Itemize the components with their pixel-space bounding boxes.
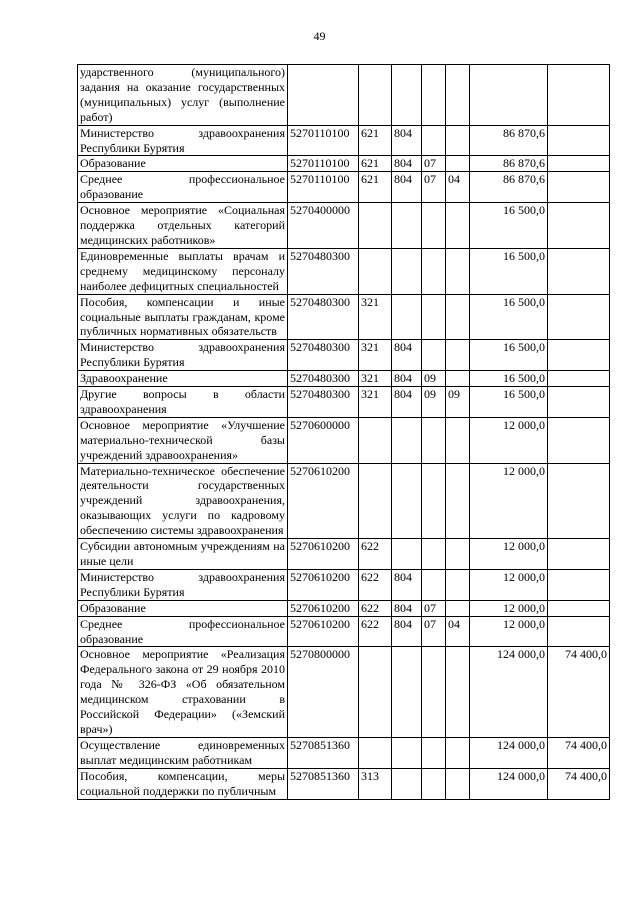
expense-type-cell <box>359 737 392 768</box>
department-cell <box>392 203 422 249</box>
table-row <box>78 65 610 126</box>
subsection-cell <box>446 294 470 340</box>
item-name-cell: Среднее профессиональное образование <box>78 616 288 647</box>
federal-amount-cell <box>548 248 610 294</box>
budget-table <box>77 64 610 800</box>
page-number: 49 <box>313 29 326 43</box>
amount-cell: 16 500,0 <box>470 248 548 294</box>
federal-amount-cell <box>548 203 610 249</box>
section-cell <box>422 125 446 156</box>
section-cell: 09 <box>422 371 446 387</box>
subsection-cell <box>446 340 470 371</box>
section-cell <box>422 248 446 294</box>
table-row <box>78 156 610 172</box>
table-row <box>78 172 610 203</box>
item-name-cell: Образование <box>78 156 288 172</box>
subsection-cell <box>446 569 470 600</box>
subsection-cell <box>446 125 470 156</box>
subsection-cell <box>446 600 470 616</box>
table-row <box>78 616 610 647</box>
target-code-cell: 5270110100 <box>288 172 359 203</box>
section-cell <box>422 203 446 249</box>
subsection-cell <box>446 768 470 799</box>
item-name-cell: Министерство здравоохранения Республики Бурятия <box>78 125 288 156</box>
table-row <box>78 294 610 340</box>
subsection-cell <box>446 156 470 172</box>
section-cell: 09 <box>422 387 446 418</box>
federal-amount-cell <box>548 294 610 340</box>
federal-amount-cell: 74 400,0 <box>548 737 610 768</box>
department-cell: 804 <box>392 340 422 371</box>
department-cell: 804 <box>392 600 422 616</box>
federal-amount-cell <box>548 417 610 463</box>
expense-type-cell: 622 <box>359 569 392 600</box>
expense-type-cell: 622 <box>359 600 392 616</box>
amount-cell: 12 000,0 <box>470 463 548 539</box>
item-name-cell: Субсидии автономным учреждениям на иные цели <box>78 539 288 570</box>
section-cell <box>422 340 446 371</box>
target-code-cell: 5270480300 <box>288 294 359 340</box>
department-cell <box>392 539 422 570</box>
item-name-cell: Осуществление единовременных выплат медицинским работникам <box>78 737 288 768</box>
subsection-cell <box>446 539 470 570</box>
target-code-cell: 5270480300 <box>288 340 359 371</box>
target-code-cell <box>288 65 359 126</box>
department-cell: 804 <box>392 371 422 387</box>
expense-type-cell <box>359 417 392 463</box>
table-row <box>78 125 610 156</box>
item-name-cell: Образование <box>78 600 288 616</box>
amount-cell: 16 500,0 <box>470 340 548 371</box>
section-cell <box>422 294 446 340</box>
federal-amount-cell <box>548 65 610 126</box>
table-row <box>78 768 610 799</box>
department-cell <box>392 65 422 126</box>
item-name-cell: Основное мероприятие «Улучшение материально-технической базы учреждений здравоохранения» <box>78 417 288 463</box>
expense-type-cell: 621 <box>359 156 392 172</box>
target-code-cell: 5270610200 <box>288 463 359 539</box>
table-row <box>78 248 610 294</box>
department-cell: 804 <box>392 569 422 600</box>
table-body <box>78 65 610 800</box>
subsection-cell <box>446 463 470 539</box>
table-row <box>78 600 610 616</box>
target-code-cell: 5270610200 <box>288 539 359 570</box>
amount-cell: 12 000,0 <box>470 569 548 600</box>
department-cell <box>392 737 422 768</box>
expense-type-cell: 313 <box>359 768 392 799</box>
section-cell <box>422 417 446 463</box>
amount-cell: 124 000,0 <box>470 737 548 768</box>
item-name-cell: Министерство здравоохранения Республики Бурятия <box>78 569 288 600</box>
department-cell <box>392 294 422 340</box>
amount-cell: 12 000,0 <box>470 417 548 463</box>
section-cell: 07 <box>422 600 446 616</box>
department-cell: 804 <box>392 387 422 418</box>
subsection-cell <box>446 248 470 294</box>
expense-type-cell: 621 <box>359 125 392 156</box>
item-name-cell: Материально-техническое обеспечение деятельности государственных учреждений здравоохранения, оказывающих услуги по кадровому обеспечению системы здравоохранения <box>78 463 288 539</box>
expense-type-cell: 622 <box>359 539 392 570</box>
subsection-cell: 09 <box>446 387 470 418</box>
section-cell <box>422 463 446 539</box>
section-cell: 07 <box>422 172 446 203</box>
federal-amount-cell <box>548 156 610 172</box>
expense-type-cell <box>359 647 392 737</box>
amount-cell: 16 500,0 <box>470 371 548 387</box>
subsection-cell: 04 <box>446 616 470 647</box>
table-row <box>78 340 610 371</box>
subsection-cell <box>446 203 470 249</box>
table-row <box>78 203 610 249</box>
item-name-cell: Среднее профессиональное образование <box>78 172 288 203</box>
department-cell: 804 <box>392 172 422 203</box>
department-cell <box>392 647 422 737</box>
item-name-cell: Основное мероприятие «Реализация Федерального закона от 29 ноября 2010 года № 326-ФЗ «Об обязательном медицинском страховании в Российской Федерации» («Земский врач») <box>78 647 288 737</box>
item-name-cell: Пособия, компенсации и иные социальные выплаты гражданам, кроме публичных нормативных обязательств <box>78 294 288 340</box>
subsection-cell <box>446 417 470 463</box>
item-name-cell: Здравоохранение <box>78 371 288 387</box>
expense-type-cell <box>359 248 392 294</box>
federal-amount-cell <box>548 371 610 387</box>
section-cell <box>422 768 446 799</box>
department-cell <box>392 248 422 294</box>
expense-type-cell: 621 <box>359 172 392 203</box>
federal-amount-cell <box>548 600 610 616</box>
section-cell <box>422 647 446 737</box>
federal-amount-cell: 74 400,0 <box>548 647 610 737</box>
target-code-cell: 5270851360 <box>288 768 359 799</box>
target-code-cell: 5270400000 <box>288 203 359 249</box>
expense-type-cell <box>359 203 392 249</box>
amount-cell: 16 500,0 <box>470 294 548 340</box>
table-row <box>78 371 610 387</box>
expense-type-cell: 321 <box>359 387 392 418</box>
amount-cell: 86 870,6 <box>470 125 548 156</box>
federal-amount-cell <box>548 569 610 600</box>
subsection-cell <box>446 371 470 387</box>
amount-cell <box>470 65 548 126</box>
item-name-cell: Единовременные выплаты врачам и среднему медицинскому персоналу наиболее дефицитных специальностей <box>78 248 288 294</box>
amount-cell: 86 870,6 <box>470 172 548 203</box>
target-code-cell: 5270480300 <box>288 371 359 387</box>
section-cell: 07 <box>422 616 446 647</box>
department-cell: 804 <box>392 125 422 156</box>
amount-cell: 12 000,0 <box>470 616 548 647</box>
amount-cell: 124 000,0 <box>470 768 548 799</box>
table-row <box>78 647 610 737</box>
section-cell <box>422 737 446 768</box>
item-name-cell: Другие вопросы в области здравоохранения <box>78 387 288 418</box>
federal-amount-cell <box>548 125 610 156</box>
subsection-cell <box>446 65 470 126</box>
target-code-cell: 5270610200 <box>288 569 359 600</box>
target-code-cell: 5270610200 <box>288 616 359 647</box>
target-code-cell: 5270600000 <box>288 417 359 463</box>
target-code-cell: 5270480300 <box>288 248 359 294</box>
expense-type-cell: 321 <box>359 371 392 387</box>
amount-cell: 12 000,0 <box>470 600 548 616</box>
table-row <box>78 737 610 768</box>
item-name-cell: ударственного (муниципального) задания на оказание государственных (муниципальных) услуг (выполнение работ) <box>78 65 288 126</box>
federal-amount-cell <box>548 539 610 570</box>
table-row <box>78 463 610 539</box>
table-row <box>78 387 610 418</box>
department-cell <box>392 768 422 799</box>
target-code-cell: 5270480300 <box>288 387 359 418</box>
target-code-cell: 5270110100 <box>288 156 359 172</box>
amount-cell: 16 500,0 <box>470 387 548 418</box>
federal-amount-cell <box>548 340 610 371</box>
federal-amount-cell <box>548 616 610 647</box>
amount-cell: 16 500,0 <box>470 203 548 249</box>
amount-cell: 86 870,6 <box>470 156 548 172</box>
federal-amount-cell <box>548 387 610 418</box>
expense-type-cell: 622 <box>359 616 392 647</box>
department-cell <box>392 417 422 463</box>
expense-type-cell <box>359 65 392 126</box>
section-cell <box>422 539 446 570</box>
department-cell: 804 <box>392 156 422 172</box>
federal-amount-cell: 74 400,0 <box>548 768 610 799</box>
expense-type-cell: 321 <box>359 340 392 371</box>
federal-amount-cell <box>548 463 610 539</box>
item-name-cell: Министерство здравоохранения Республики Бурятия <box>78 340 288 371</box>
department-cell: 804 <box>392 616 422 647</box>
table-row <box>78 539 610 570</box>
table-row <box>78 569 610 600</box>
target-code-cell: 5270800000 <box>288 647 359 737</box>
subsection-cell <box>446 737 470 768</box>
section-cell: 07 <box>422 156 446 172</box>
subsection-cell <box>446 647 470 737</box>
item-name-cell: Пособия, компенсации, меры социальной поддержки по публичным <box>78 768 288 799</box>
target-code-cell: 5270610200 <box>288 600 359 616</box>
expense-type-cell <box>359 463 392 539</box>
department-cell <box>392 463 422 539</box>
table-row <box>78 417 610 463</box>
amount-cell: 124 000,0 <box>470 647 548 737</box>
section-cell <box>422 569 446 600</box>
amount-cell: 12 000,0 <box>470 539 548 570</box>
item-name-cell: Основное мероприятие «Социальная поддержка отдельных категорий медицинских работников» <box>78 203 288 249</box>
subsection-cell: 04 <box>446 172 470 203</box>
federal-amount-cell <box>548 172 610 203</box>
target-code-cell: 5270851360 <box>288 737 359 768</box>
section-cell <box>422 65 446 126</box>
target-code-cell: 5270110100 <box>288 125 359 156</box>
expense-type-cell: 321 <box>359 294 392 340</box>
